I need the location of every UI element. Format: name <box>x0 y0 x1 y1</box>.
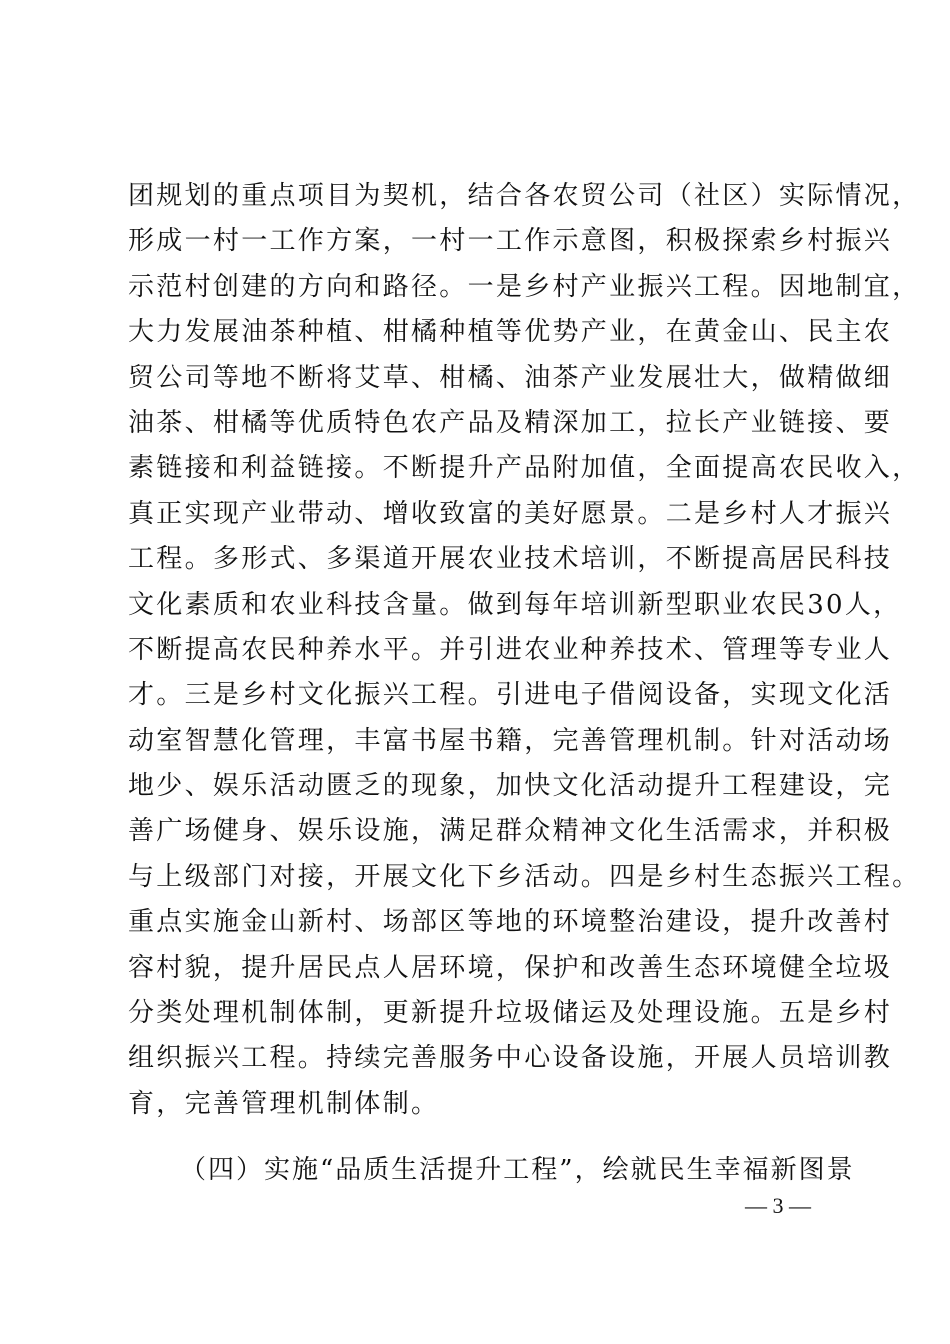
paragraph-line-18: 容村貌，提升居民点人居环境，保护和改善生态环境健全垃圾 <box>128 952 893 983</box>
page-number: — 3 — <box>745 1193 811 1218</box>
paragraph-line-9: 工程。多形式、多渠道开展农业技术培训，不断提高居民科技 <box>128 544 893 575</box>
paragraph-line-11: 不断提高农民种养水平。并引进农业种养技术、管理等专业人 <box>128 634 893 665</box>
paragraph-line-3: 示范村创建的方向和路径。一是乡村产业振兴工程。因地制宜， <box>128 271 921 302</box>
paragraph-line-14: 地少、娱乐活动匮乏的现象，加快文化活动提升工程建设，完 <box>128 771 893 802</box>
body-paragraph <box>128 174 921 1127</box>
paragraph-line-4: 大力发展油茶种植、柑橘种植等优势产业，在黄金山、民主农 <box>128 317 893 348</box>
paragraph-line-10: 文化素质和农业科技含量。做到每年培训新型职业农民30人， <box>128 589 902 620</box>
paragraph-line-20: 组织振兴工程。持续完善服务中心设备设施，开展人员培训教 <box>128 1043 893 1074</box>
paragraph-line-7: 素链接和利益链接。不断提升产品附加值，全面提高农民收入， <box>128 453 921 484</box>
paragraph-line-13: 动室智慧化管理，丰富书屋书籍，完善管理机制。针对活动场 <box>128 725 893 756</box>
paragraph-line-8: 真正实现产业带动、增收致富的美好愿景。二是乡村人才振兴 <box>128 498 893 529</box>
paragraph-line-17: 重点实施金山新村、场部区等地的环境整治建设，提升改善村 <box>128 907 893 938</box>
paragraph-line-15: 善广场健身、娱乐设施，满足群众精神文化生活需求，并积极 <box>128 816 893 847</box>
paragraph-line-21: 育，完善管理机制体制。 <box>128 1088 440 1119</box>
paragraph-line-2: 形成一村一工作方案，一村一工作示意图，积极探索乡村振兴 <box>128 226 893 257</box>
paragraph-line-16: 与上级部门对接，开展文化下乡活动。四是乡村生态振兴工程。 <box>128 861 921 892</box>
paragraph-line-6: 油茶、柑橘等优质特色农产品及精深加工，拉长产业链接、要 <box>128 407 893 438</box>
section-heading: （四）实施“品质生活提升工程”，绘就民生幸福新图景 <box>180 1155 855 1185</box>
paragraph-line-5: 贸公司等地不断将艾草、柑橘、油茶产业发展壮大，做精做细 <box>128 362 893 393</box>
paragraph-line-1: 团规划的重点项目为契机，结合各农贸公司（社区）实际情况， <box>128 181 921 211</box>
paragraph-line-19: 分类处理机制体制，更新提升垃圾储运及处理设施。五是乡村 <box>128 998 893 1029</box>
paragraph-line-12: 才。三是乡村文化振兴工程。引进电子借阅设备，实现文化活 <box>128 680 893 711</box>
